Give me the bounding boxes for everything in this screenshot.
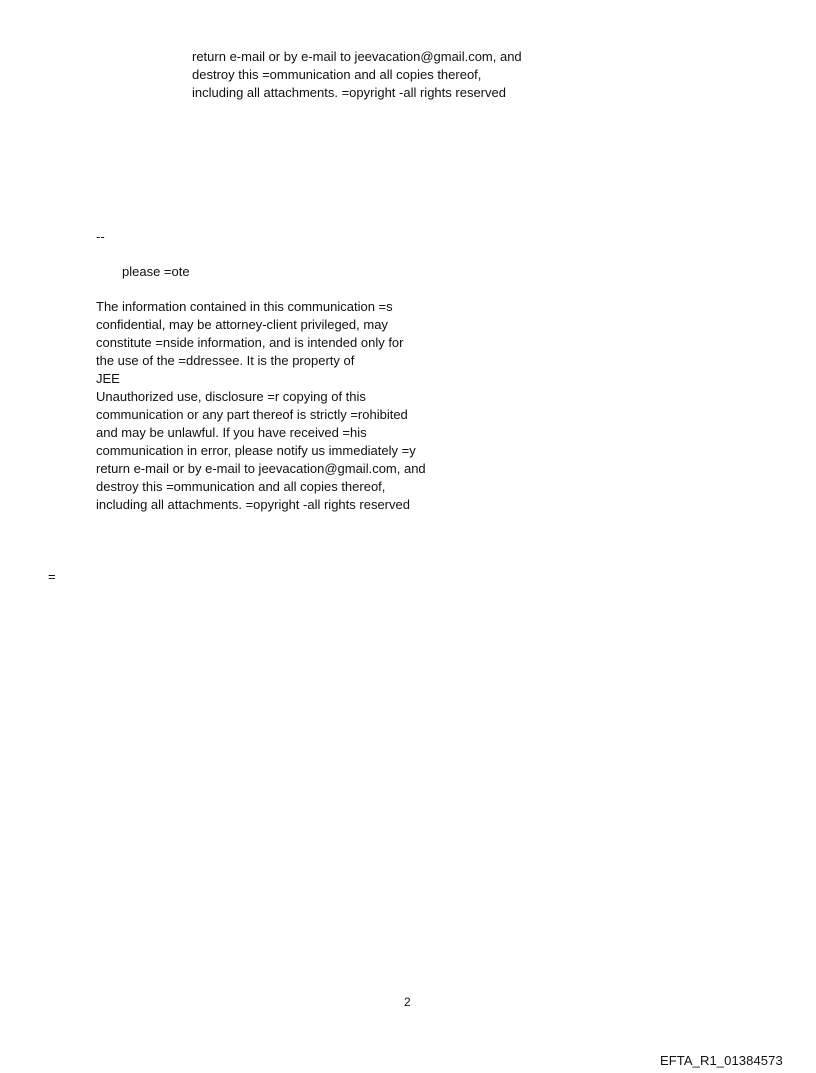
- page-number: 2: [404, 995, 411, 1009]
- text-line: constitute =nside information, and is intended only for: [96, 335, 404, 350]
- signature-separator: --: [96, 229, 105, 244]
- text-line: including all attachments. =opyright -all rights reserved: [96, 497, 410, 512]
- please-note-heading: please =ote: [122, 264, 190, 279]
- text-line: The information contained in this communication =s: [96, 299, 393, 314]
- text-line: communication or any part thereof is strictly =rohibited: [96, 407, 408, 422]
- text-line: destroy this =ommunication and all copies thereof,: [192, 67, 482, 82]
- text-line: communication in error, please notify us immediately =y: [96, 443, 416, 458]
- text-line: and may be unlawful. If you have received =his: [96, 425, 367, 440]
- text-line: JEE: [96, 371, 120, 386]
- text-line: Unauthorized use, disclosure =r copying of this: [96, 389, 366, 404]
- text-line: return e-mail or by e-mail to jeevacation@gmail.com, and: [192, 49, 522, 64]
- text-line: return e-mail or by e-mail to jeevacation@gmail.com, and: [96, 461, 426, 476]
- document-id: EFTA_R1_01384573: [660, 1053, 783, 1068]
- disclaimer-continuation: [192, 48, 522, 102]
- stray-equals-mark: =: [48, 569, 56, 584]
- confidentiality-notice: [96, 298, 426, 514]
- text-line: the use of the =ddressee. It is the property of: [96, 353, 355, 368]
- text-line: confidential, may be attorney-client privileged, may: [96, 317, 388, 332]
- text-line: including all attachments. =opyright -all rights reserved: [192, 85, 506, 100]
- text-line: destroy this =ommunication and all copies thereof,: [96, 479, 386, 494]
